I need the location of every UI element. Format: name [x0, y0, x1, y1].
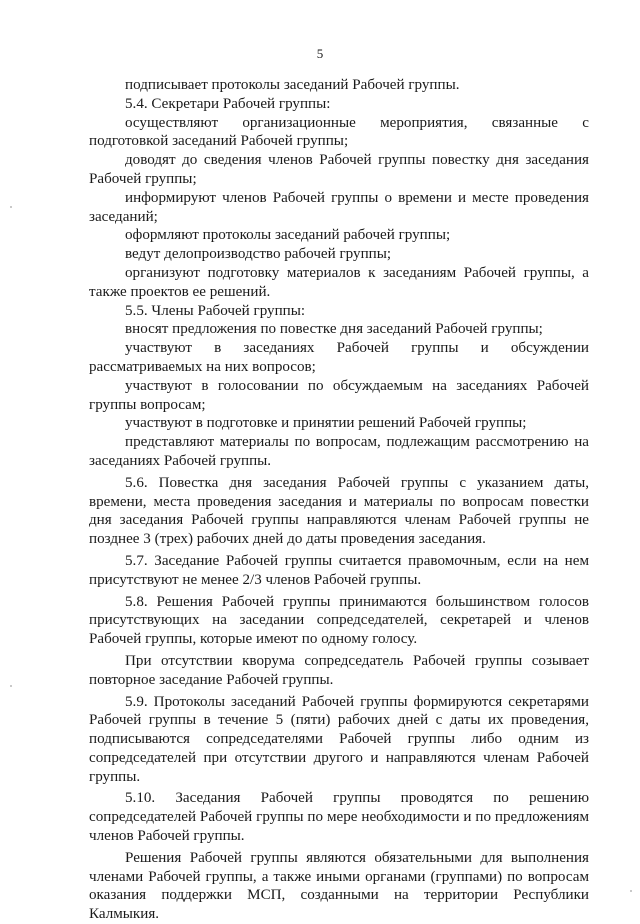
paragraph: 5.8. Решения Рабочей группы принимаются большинством голосов присутствующих на заседании сопредседателей, секретарей и членов Рабочей группы, которые имеют по одному голосу. [89, 593, 589, 648]
paragraph: При отсутствии кворума сопредседатель Рабочей группы созывает повторное заседание Рабочей группы. [89, 652, 589, 688]
paragraph: Решения Рабочей группы являются обязательными для выполнения членами Рабочей группы, а также иными органами (группами) по вопросам оказания поддержки МСП, созданными на территории Республики Калмыкия. [89, 849, 589, 923]
paragraph: 5.10. Заседания Рабочей группы проводятся по решению сопредседателей Рабочей группы по мере необходимости и по предложениям членов Рабочей группы. [89, 790, 589, 845]
paragraph: подписывает протоколы заседаний Рабочей группы. [125, 77, 460, 93]
paragraph: 5.9. Протоколы заседаний Рабочей группы формируются секретарями Рабочей группы в течение 5 (пяти) рабочих дней с даты их проведения, подписываются сопредседателями Рабочей группы либо одним из сопредседателей при отсутствии другого и направляются членам Рабочей группы. [89, 693, 589, 785]
paragraph: участвуют в подготовке и принятии решений Рабочей группы; [125, 415, 527, 432]
paragraph: представляют материалы по вопросам, подлежащим рассмотрению на заседаниях Рабочей группы. [89, 434, 589, 469]
paragraph: организуют подготовку материалов к заседаниям Рабочей группы, а также проектов ее решений. [89, 264, 589, 300]
page-number: 5 [316, 46, 324, 61]
paragraph: участвуют в голосовании по обсуждаемым на заседаниях Рабочей группы вопросам; [89, 377, 589, 413]
paragraph: 5.6. Повестка дня заседания Рабочей группы с указанием даты, времени, места проведения заседания и материалы по вопросам повестки дня заседания Рабочей группы направляются членам Рабочей группы не позднее 3 (трех) рабочих дней до даты проведения заседания. [89, 474, 589, 548]
paragraph: оформляют протоколы заседаний рабочей группы; [125, 227, 451, 244]
scan-mark [10, 206, 12, 208]
section-heading: 5.4. Секретари Рабочей группы: [125, 95, 331, 112]
scan-mark [630, 890, 632, 892]
paragraph: ведут делопроизводство рабочей группы; [125, 246, 392, 263]
scan-mark [10, 685, 12, 687]
section-heading: 5.5. Члены Рабочей группы: [125, 302, 306, 319]
document-body [89, 76, 589, 924]
paragraph: осуществляют организационные мероприятия, связанные с подготовкой заседаний Рабочей группы; [89, 114, 589, 150]
paragraph: доводят до сведения членов Рабочей группы повестку дня заседания Рабочей группы; [89, 152, 589, 187]
paragraph: вносят предложения по повестке дня заседаний Рабочей группы; [125, 321, 543, 338]
paragraph: участвуют в заседаниях Рабочей группы и обсуждении рассматриваемых на них вопросов; [89, 340, 589, 375]
paragraph: 5.7. Заседание Рабочей группы считается правомочным, если на нем присутствуют не менее 2/3 членов Рабочей группы. [89, 552, 589, 588]
paragraph: информируют членов Рабочей группы о времени и месте проведения заседаний; [89, 189, 589, 225]
